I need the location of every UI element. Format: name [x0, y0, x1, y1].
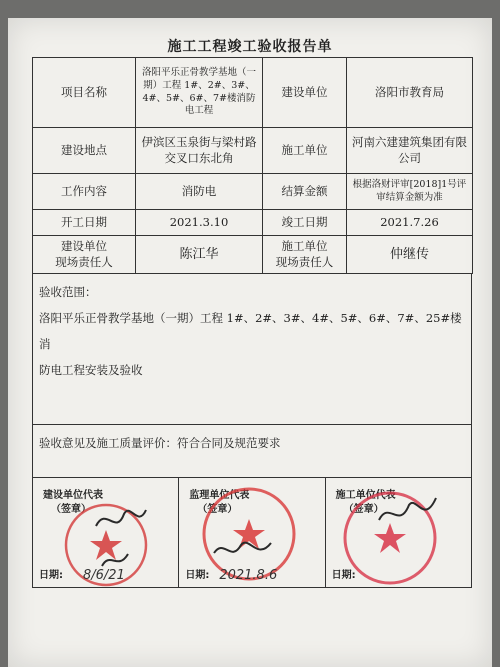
signature-head: 监理单位代表	[189, 490, 250, 501]
supervisor-signature-block	[179, 478, 325, 587]
scope-label: 验收范围：	[39, 285, 97, 299]
project-name-value: 洛阳平乐正骨教学基地（一期）工程 1#、2#、3#、4#、5#、6#、7#楼消防电工程	[136, 58, 263, 128]
table-row	[33, 236, 473, 274]
acceptance-opinion	[32, 425, 472, 478]
project-name-label: 项目名称	[33, 58, 136, 128]
signature-head: 施工单位代表	[335, 490, 396, 501]
client-label: 建设单位	[263, 58, 347, 128]
location-value: 伊滨区玉泉街与梁村路交叉口东北角	[136, 128, 263, 174]
document-title: 施工工程竣工验收报告单	[167, 39, 333, 55]
client-rep-label	[33, 236, 136, 274]
signature-date-label: 日期:	[39, 570, 63, 581]
start-date-value: 2021.3.10	[136, 210, 263, 236]
contractor-rep-value: 仲继传	[347, 236, 473, 274]
signature-date-label: 日期:	[331, 570, 356, 581]
scope-text-line2: 防电工程安装及验收	[39, 363, 143, 377]
client-rep-value: 陈江华	[136, 236, 263, 274]
handwritten-date: 8/6/21	[83, 568, 125, 583]
table-row	[33, 128, 473, 174]
opinion-value: 符合合同及规范要求	[177, 436, 281, 450]
contractor-label: 施工单位	[263, 128, 347, 174]
acceptance-scope	[32, 273, 472, 425]
start-date-label: 开工日期	[33, 210, 136, 236]
contractor-rep-label	[263, 236, 347, 274]
opinion-label: 验收意见及施工质量评价：	[39, 436, 177, 450]
scope-text-line1: 洛阳平乐正骨教学基地（一期）工程 1#、2#、3#、4#、5#、6#、7#、25#楼消	[39, 311, 462, 351]
signature-head: 建设单位代表	[43, 490, 103, 501]
table-row	[33, 174, 473, 210]
contractor-signature-block	[326, 478, 471, 587]
client-signature-block	[33, 478, 179, 587]
signature-sign-label: （签章）	[197, 504, 238, 515]
location-label: 建设地点	[33, 128, 136, 174]
signature-sign-label: （签章）	[343, 504, 384, 515]
signature-row	[32, 478, 472, 588]
work-value: 消防电	[136, 174, 263, 210]
contractor-rep-label-line1: 施工单位	[281, 238, 328, 253]
signature-sign-label: （签章）	[51, 504, 91, 515]
contractor-value: 河南六建建筑集团有限公司	[347, 128, 473, 174]
client-rep-label-line1: 建设单位	[61, 238, 107, 253]
work-label: 工作内容	[33, 174, 136, 210]
table-row	[33, 210, 473, 236]
end-date-value: 2021.7.26	[347, 210, 473, 236]
table-row	[33, 58, 473, 128]
client-value: 洛阳市教育局	[347, 58, 473, 128]
amount-value: 根据洛财评审[2018]1号评审结算金额为准	[347, 174, 473, 210]
info-table	[32, 57, 473, 274]
signature-scribble-icon	[88, 496, 158, 576]
contractor-rep-label-line2: 现场责任人	[275, 254, 334, 269]
signature-scribble-icon	[374, 490, 444, 540]
amount-label: 结算金额	[263, 174, 347, 210]
signature-date-label: 日期:	[185, 570, 210, 581]
end-date-label: 竣工日期	[263, 210, 347, 236]
signature-scribble-icon	[209, 533, 289, 573]
handwritten-date: 2021.8.6	[219, 568, 278, 583]
client-rep-label-line2: 现场责任人	[55, 254, 113, 269]
